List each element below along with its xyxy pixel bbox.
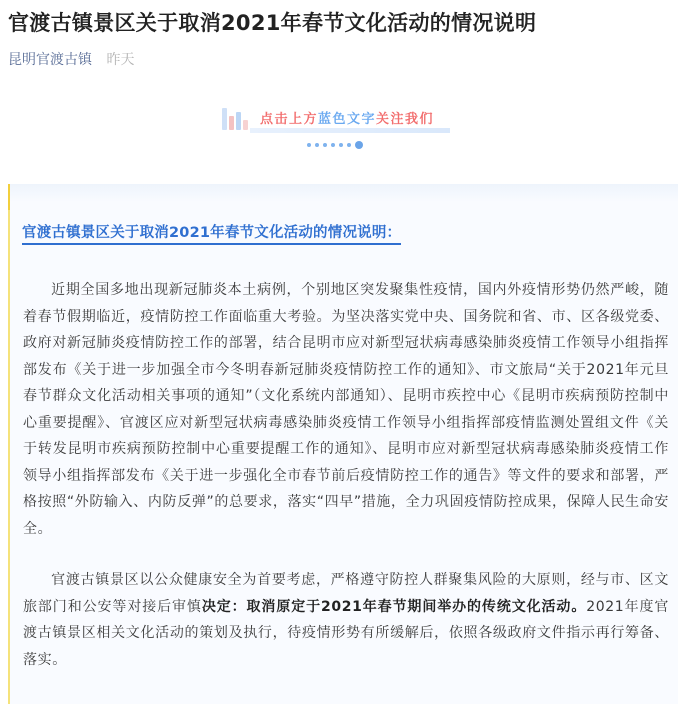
paragraph-2 bbox=[23, 567, 669, 673]
card-accent-bar bbox=[8, 184, 10, 210]
dot-icon bbox=[307, 143, 311, 147]
paragraph-2-decision: 决定：取消原定于2021年春节期间举办的传统文化活动。 bbox=[201, 598, 587, 615]
account-name-link[interactable]: 昆明官渡古镇 bbox=[8, 52, 92, 68]
follow-suffix: 关注我们 bbox=[376, 112, 435, 127]
publish-time: 昨天 bbox=[106, 52, 135, 68]
content-card bbox=[8, 184, 678, 704]
section-heading-text: 官渡古镇景区关于取消2021年春节文化活动的情况说明： bbox=[22, 225, 402, 241]
article-title: 官渡古镇景区关于取消2021年春节文化活动的情况说明 bbox=[8, 11, 537, 35]
dot-icon bbox=[315, 143, 319, 147]
follow-highlight: 蓝色文字 bbox=[318, 112, 377, 127]
pagination-dots bbox=[307, 138, 363, 152]
paragraph-2-start: 官渡古镇景区以公众健康安全为首要考虑，严格遵守防控人群聚集风险的大原则，经与市、区文旅部门和公安等对接后审慎 bbox=[23, 572, 669, 615]
section-heading bbox=[22, 221, 401, 242]
follow-us-banner[interactable] bbox=[220, 104, 470, 134]
dot-active-icon bbox=[355, 141, 363, 149]
follow-underline bbox=[250, 128, 450, 133]
dot-icon bbox=[331, 143, 335, 147]
article-meta bbox=[8, 50, 134, 70]
dot-icon bbox=[347, 143, 351, 147]
paragraph-1-text: 近期全国多地出现新冠肺炎本土病例，个别地区突发聚集性疫情，国内外疫情形势仍然严峻，随着春节假期临近，疫情防控工作面临重大考验。为坚决落实党中央、国务院和省、市、区各级党委、政府对新冠肺炎疫情防控工作的部署，结合昆明市应对新型冠状病毒感染肺炎疫情工作领导小组指挥部发布《关于进一步加强全市今冬明春新冠肺炎疫情防控工作的通知》、市文旅局“关于2021年元旦春节群众文化活动相关事项的通知”（文化系统内部通知）、昆明市疾控中心《昆明市疾病预防控制中心重要提醒》、官渡区应对新型冠状病毒感染肺炎疫情工作领导小组指挥部疫情监测处置组文件《关于转发昆明市疾病预防控制中心重要提醒工作的通知》、昆明市应对新型冠状病毒感染肺炎疫情工作领导小组指挥部发布《关于进一步强化全市春节前后疫情防控工作的通告》等文件的要求和部署，严格按照“外防输入、内防反弹”的总要求，落实“四早”措施，全力巩固疫情防控成果，保障人民生命安全。 bbox=[23, 282, 669, 537]
follow-prefix: 点击上方 bbox=[260, 112, 319, 127]
paragraph-1 bbox=[23, 277, 669, 542]
dot-icon bbox=[323, 143, 327, 147]
paragraph-2-end: 2021年度官渡古镇景区相关文化活动的策划及执行，待疫情形势有所缓解后，依照各级政府文件指示再行筹备、落实。 bbox=[23, 598, 669, 668]
dot-icon bbox=[339, 143, 343, 147]
heading-underline bbox=[22, 243, 401, 245]
follow-us-text bbox=[260, 108, 434, 127]
card-top-shade bbox=[10, 184, 678, 202]
